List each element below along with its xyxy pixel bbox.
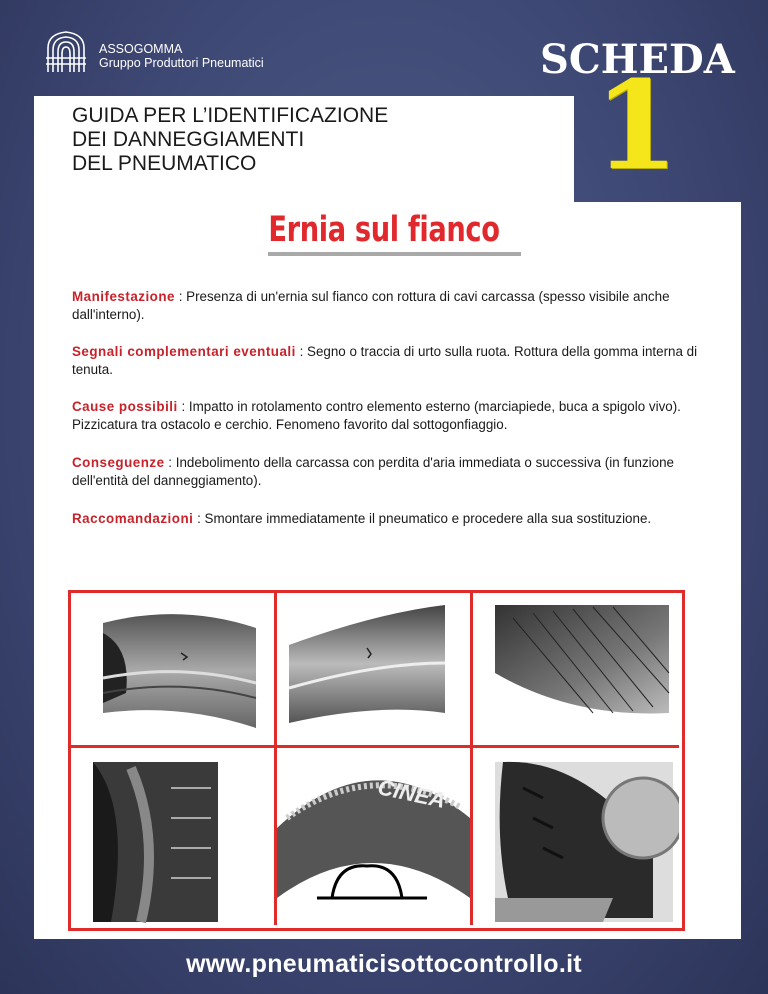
- title-underline: [268, 252, 521, 256]
- photo-cord-break-inside: [473, 593, 679, 745]
- tire-brand-text: CINEA: [375, 774, 448, 813]
- guide-title: [72, 104, 532, 176]
- scheda-label: SCHEDA: [540, 36, 735, 83]
- section-label: Segnali complementari eventuali: [72, 344, 296, 359]
- section-text: : Indebolimento della carcassa con perdita d'aria immediata o successiva (in funzione dell'entità del danneggiamento).: [72, 455, 675, 488]
- assogomma-logo: [42, 28, 90, 74]
- section-text: : Presenza di un'ernia sul fianco con rottura di cavi carcassa (spesso visibile anche dall'interno).: [72, 289, 670, 322]
- section-label: Conseguenze: [72, 455, 165, 470]
- photo-cord-closeup: [71, 748, 274, 925]
- section-cause: [72, 398, 702, 434]
- section-conseguenze: [72, 454, 702, 490]
- section-label: Raccomandazioni: [72, 511, 194, 526]
- brand-subtitle: Gruppo Produttori Pneumatici: [99, 56, 264, 70]
- photo-sidewall-bulge-1: [71, 593, 274, 745]
- footer-url[interactable]: www.pneumaticisottocontrollo.it: [186, 950, 582, 978]
- section-manifestazione: [72, 288, 702, 324]
- section-text: : Impatto in rotolamento contro elemento esterno (marciapiede, buca a spigolo vivo). Pizzicatura tra ostacolo e cerchio. Fenomeno favorito dal sottogonfiaggio.: [72, 399, 681, 432]
- photo-wheel-curb-impact: [473, 748, 679, 925]
- section-raccomandazioni: [72, 510, 702, 528]
- section-label: Cause possibili: [72, 399, 178, 414]
- guide-title-line: DEL PNEUMATICO: [72, 152, 257, 175]
- brand-name: ASSOGOMMA: [99, 42, 183, 56]
- section-label: Manifestazione: [72, 289, 175, 304]
- photo-grid: [68, 590, 685, 931]
- photo-sidewall-bulge-2: [277, 593, 470, 745]
- section-text: : Segno o traccia di urto sulla ruota. Rottura della gomma interna di tenuta.: [72, 344, 698, 377]
- scheda-number: 1: [594, 53, 679, 197]
- guide-title-line: GUIDA PER L’IDENTIFICAZIONE: [72, 104, 389, 127]
- section-segnali: [72, 343, 702, 379]
- section-text: : Smontare immediatamente il pneumatico e procedere alla sua sostituzione.: [193, 511, 652, 526]
- photo-pinch-diagram: [277, 748, 470, 925]
- guide-title-line: DEI DANNEGGIAMENTI: [72, 128, 305, 151]
- page-title: Ernia sul fianco: [268, 210, 500, 250]
